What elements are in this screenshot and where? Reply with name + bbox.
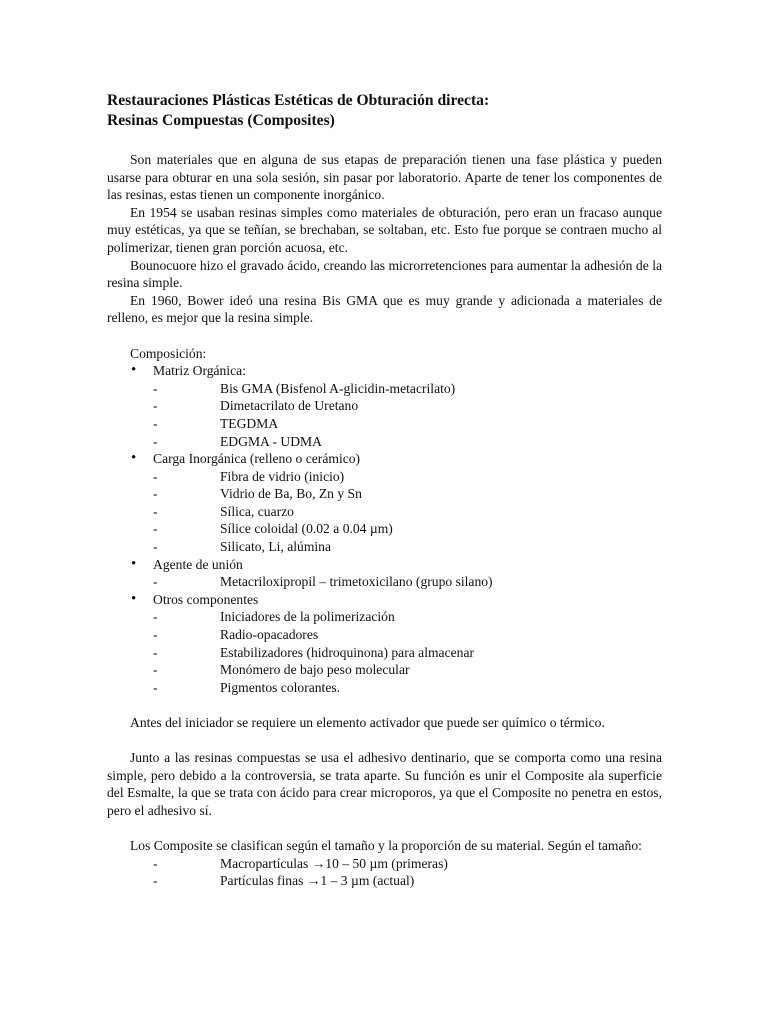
- list-item: [107, 450, 662, 556]
- composition-list: [107, 362, 662, 696]
- intro-paragraph: En 1960, Bower ideó una resina Bis GMA que es muy grande y adicionada a materiales de relleno, es mejor que la resina simple.: [107, 292, 662, 326]
- sub-list: [153, 608, 662, 696]
- sub-list-item: - TEGDMA: [107, 415, 662, 433]
- spacer: [107, 732, 662, 750]
- sub-list-item: - Monómero de bajo peso molecular: [107, 661, 662, 679]
- sub-list: [153, 573, 662, 591]
- list-item: [107, 591, 662, 697]
- document-title: [107, 91, 662, 131]
- sub-list-item: - Dimetacrilato de Uretano: [107, 397, 662, 415]
- classification-list: [107, 855, 662, 890]
- classification-item: - Macropartículas →10 – 50 µm (primeras): [107, 855, 662, 873]
- sub-list: [153, 468, 662, 556]
- classification-paragraph: Los Composite se clasifican según el tamaño y la proporción de su material. Según el tamaño:: [130, 838, 642, 854]
- sub-list-item: - Sílice coloidal (0.02 a 0.04 µm): [107, 520, 662, 538]
- intro-paragraph: Bounocuore hizo el gravado ácido, creando las microrretenciones para aumentar la adhesión de la resina simple.: [107, 257, 662, 291]
- sub-list-item: - Bis GMA (Bisfenol A-glicidin-metacrilato): [107, 380, 662, 398]
- spacer: [107, 327, 662, 345]
- title-line-2: Resinas Compuestas (Composites): [107, 112, 335, 129]
- composition-heading: Composición:: [130, 345, 207, 361]
- sub-list-item: - Estabilizadores (hidroquinona) para almacenar: [107, 644, 662, 662]
- list-item: [107, 556, 662, 591]
- sub-list-item: - Pigmentos colorantes.: [107, 679, 662, 697]
- sub-list-item: - Sílica, cuarzo: [107, 503, 662, 521]
- group-label: Otros componentes: [153, 591, 259, 607]
- sub-list-item: - EDGMA - UDMA: [107, 433, 662, 451]
- group-label: Matriz Orgánica:: [153, 363, 246, 379]
- sub-list: [153, 380, 662, 450]
- classification-item: - Partículas finas →1 – 3 µm (actual): [107, 872, 662, 890]
- sub-list-item: - Fibra de vidrio (inicio): [107, 468, 662, 486]
- sub-list-item: - Radio-opacadores: [107, 626, 662, 644]
- activator-paragraph: Antes del iniciador se requiere un elemento activador que puede ser químico o térmico.: [130, 715, 605, 730]
- sub-list-item: - Silicato, Li, alúmina: [107, 538, 662, 556]
- intro-paragraph: Son materiales que en alguna de sus etapas de preparación tienen una fase plástica y pueden usarse para obturar en una sola sesión, sin pasar por laboratorio. Aparte de tener los componentes de las resinas, estas tienen un componente inorgánico.: [107, 152, 662, 203]
- group-label: Carga Inorgánica (relleno o cerámico): [153, 451, 361, 467]
- title-line-1: Restauraciones Plásticas Estéticas de Obturación directa:: [107, 92, 490, 109]
- sub-list-item: - Iniciadores de la polimerización: [107, 608, 662, 626]
- adhesive-paragraph: Junto a las resinas compuestas se usa el adhesivo dentinario, que se comporta como una resina simple, pero debido a la controversia, se trata aparte. Su función es unir el Composite ala superficie del Esmalte, la que se trata con ácido para crear microporos, ya que el Composite no penetra en estos, pero el adhesivo sí.: [107, 750, 662, 818]
- sub-list-item: - Vidrio de Ba, Bo, Zn y Sn: [107, 485, 662, 503]
- intro-paragraph: En 1954 se usaban resinas simples como materiales de obturación, pero eran un fracaso aunque muy estéticas, ya que se teñían, se brechaban, se soltaban, etc. Esto fue porque se contraen mucho al polimerizar, tienen gran porción acuosa, etc.: [107, 204, 662, 255]
- sub-list-item: - Metacriloxipropil – trimetoxicilano (grupo silano): [107, 573, 662, 591]
- spacer: [107, 696, 662, 714]
- spacer: [107, 820, 662, 838]
- group-label: Agente de unión: [153, 556, 243, 572]
- list-item: [107, 362, 662, 450]
